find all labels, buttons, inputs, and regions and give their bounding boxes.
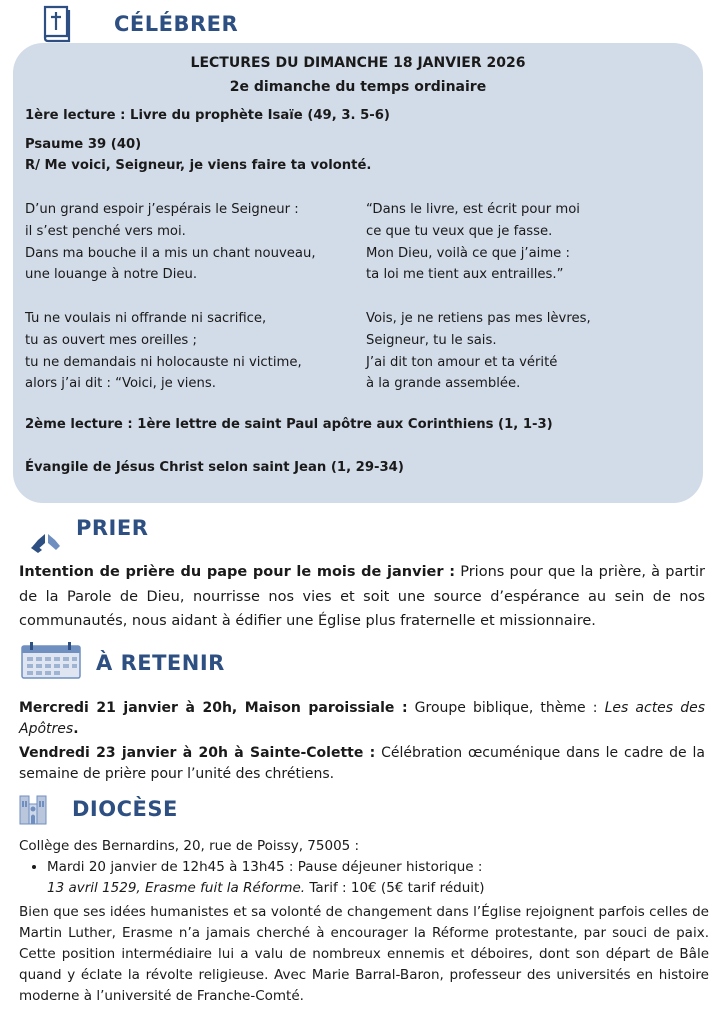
diocese-place: Collège des Bernardins, 20, rue de Poissy, 75005 :: [19, 838, 360, 854]
readings-card: [13, 43, 703, 503]
calendar-icon: [20, 640, 82, 684]
psalm-line: D’un grand espoir j’espérais le Seigneur :: [25, 202, 299, 217]
psalm-line: Vois, je ne retiens pas mes lèvres,: [366, 310, 591, 326]
diocese-event-list: [19, 857, 724, 899]
readings-title: LECTURES DU DIMANCHE 18 JANVIER 2026: [190, 55, 526, 71]
event-1-end: .: [73, 721, 79, 737]
psalm-refrain: R/ Me voici, Seigneur, je viens faire ta volonté.: [25, 158, 372, 173]
psalm-line: [25, 286, 316, 308]
event-1-text: Groupe biblique, thème :: [407, 700, 605, 716]
psalm-line: ta loi me tient aux entrailles.”: [366, 267, 564, 283]
psalm-line: tu ne demandais ni holocauste ni victime,: [25, 354, 302, 370]
gospel-reading: Évangile de Jésus Christ selon saint Jean (1, 29-34): [25, 460, 404, 475]
prayer-intention: [19, 560, 705, 634]
event-1-theme: Les actes des Apôtres: [19, 700, 705, 737]
psalm-line: il s’est penché vers moi.: [25, 223, 186, 239]
prayer-intention-lead: Intention de prière du pape pour le mois de janvier :: [19, 564, 455, 580]
readings-subtitle: 2e dimanche du temps ordinaire: [229, 79, 487, 95]
prayer-intention-text: Prions pour que la prière, à partir de la Parole de Dieu, nourrisse nos vies et soit une source d’espérance au sein de nos communautés, nous aidant à édifier une Église plus fraternelle et missionnaire.: [19, 564, 705, 629]
diocese-event-title: 13 avril 1529, Erasme fuit la Réforme.: [47, 880, 306, 896]
psalm-line: [366, 286, 591, 308]
psalm-line: à la grande assemblée.: [366, 376, 521, 392]
psalm-title: Psaume 39 (40): [25, 137, 142, 152]
psalm-line: ce que tu veux que je fasse.: [366, 223, 553, 239]
diocese-event-line1: Mardi 20 janvier de 12h45 à 13h45 : Pause déjeuner historique :: [47, 859, 483, 875]
psalm-line: “Dans le livre, est écrit pour moi: [366, 202, 580, 217]
psalm-left-column: [25, 199, 316, 395]
psalm-line: tu as ouvert mes oreilles ;: [25, 332, 197, 348]
psalm-line: alors j’ai dit : “Voici, je viens.: [25, 376, 216, 392]
psalm-line: Seigneur, tu le sais.: [366, 332, 497, 348]
section-title-celebrer: CÉLÉBRER: [114, 12, 239, 36]
psalm-line: Mon Dieu, voilà ce que j’aime :: [366, 245, 570, 261]
section-title-prier: PRIER: [76, 516, 149, 540]
event-1-lead: Mercredi 21 janvier à 20h, Maison paroissiale :: [19, 700, 408, 716]
event-groupe-biblique: [19, 698, 705, 740]
event-celebration-oecumenique: [19, 743, 705, 785]
event-2-text: Célébration œcuménique dans le cadre de la semaine de prière pour l’unité des chrétiens.: [19, 745, 705, 782]
cathedral-icon: [18, 788, 48, 830]
psalm-line: Tu ne voulais ni offrande ni sacrifice,: [25, 310, 267, 326]
psalm-line: une louange à notre Dieu.: [25, 267, 198, 283]
psalm-right-column: [366, 199, 591, 395]
first-reading: 1ère lecture : Livre du prophète Isaïe (49, 3. 5-6): [25, 108, 390, 123]
diocese-event-price: Tarif : 10€ (5€ tarif réduit): [305, 880, 485, 896]
bible-cross-icon: [41, 4, 73, 48]
event-2-lead: Vendredi 23 janvier à 20h à Sainte-Colette :: [19, 745, 376, 761]
psalm-line: J’ai dit ton amour et ta vérité: [366, 354, 558, 370]
psalm-line: Dans ma bouche il a mis un chant nouveau,: [25, 245, 316, 261]
section-title-retenir: À RETENIR: [96, 651, 225, 675]
diocese-body: Bien que ses idées humanistes et sa volonté de changement dans l’Église rejoignent parfois celles de Martin Luther, Erasme n’a jamais cherché à encourager la Réforme protestante, par souci de paix. Cette position intermédiaire lui a valu de nombreux ennemis et déboires, dont son départ de Bâle quand y éclate la révolte religieuse. Avec Marie Barral-Baron, professeur des universités en histoire moderne à l’université de Franche-Comté.: [19, 904, 709, 1004]
diocese-event-item: [47, 857, 724, 899]
second-reading: 2ème lecture : 1ère lettre de saint Paul apôtre aux Corinthiens (1, 1-3): [25, 417, 553, 432]
praying-hands-icon: [26, 506, 66, 558]
section-title-diocese: DIOCÈSE: [72, 797, 178, 821]
